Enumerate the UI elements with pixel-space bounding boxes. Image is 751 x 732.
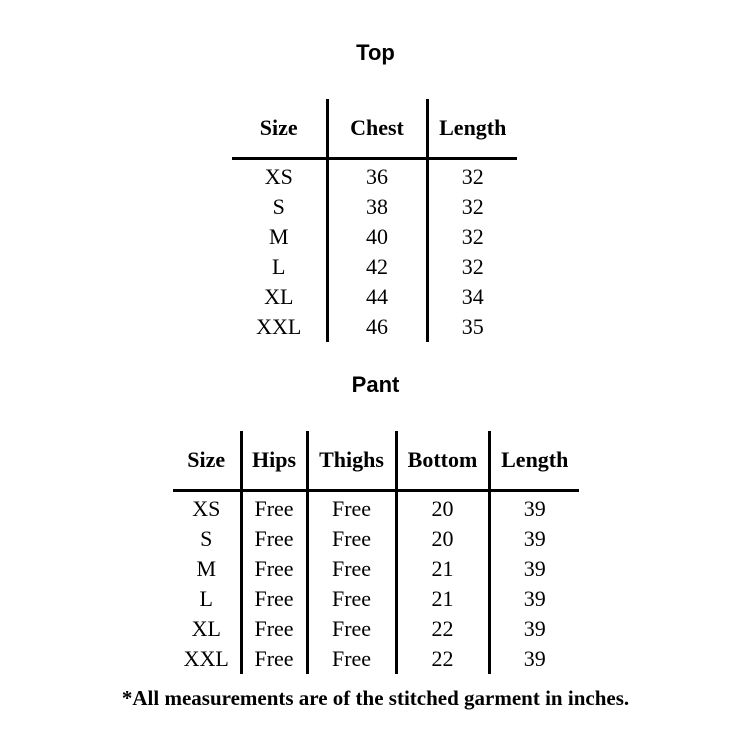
pant-cell-hips: Free (241, 584, 307, 614)
pant-header-length: Length (489, 431, 579, 491)
pant-cell-hips: Free (241, 491, 307, 525)
pant-cell-size: M (196, 556, 217, 581)
pant-cell-hips: Free (241, 524, 307, 554)
pant-cell-length: 39 (489, 554, 579, 584)
table-row (173, 524, 579, 554)
pant-header-size: Size (173, 431, 241, 491)
pant-cell-length: 39 (489, 491, 579, 525)
table-row (173, 491, 579, 525)
pant-cell-hips: Free (241, 644, 307, 674)
top-cell-size: XL (264, 284, 294, 309)
top-cell-size: L (272, 254, 286, 279)
measurement-footnote: *All measurements are of the stitched garment in inches. (121, 686, 630, 710)
top-cell-chest: 40 (327, 222, 427, 252)
pant-cell-size: S (200, 526, 213, 551)
top-header-size: Size (232, 99, 327, 159)
table-row (232, 282, 517, 312)
pant-cell-bottom: 21 (396, 584, 489, 614)
table-row (232, 192, 517, 222)
top-header-length: Length (427, 99, 517, 159)
pant-header-bottom: Bottom (396, 431, 489, 491)
pant-cell-thighs: Free (307, 614, 396, 644)
pant-cell-length: 39 (489, 524, 579, 554)
top-cell-chest: 44 (327, 282, 427, 312)
pant-cell-bottom: 21 (396, 554, 489, 584)
pant-cell-size: XS (192, 496, 221, 521)
pant-header-thighs: Thighs (307, 431, 396, 491)
top-cell-length: 34 (427, 282, 517, 312)
top-cell-size: M (268, 224, 289, 249)
top-cell-size: XS (264, 164, 293, 189)
pant-cell-hips: Free (241, 614, 307, 644)
pant-cell-thighs: Free (307, 584, 396, 614)
pant-cell-hips: Free (241, 554, 307, 584)
pant-cell-size: L (199, 586, 213, 611)
top-cell-chest: 38 (327, 192, 427, 222)
pant-cell-bottom: 22 (396, 614, 489, 644)
pant-cell-length: 39 (489, 644, 579, 674)
top-size-table (232, 99, 517, 342)
top-header-chest: Chest (327, 99, 427, 159)
pant-cell-length: 39 (489, 614, 579, 644)
pant-size-table (173, 431, 579, 674)
table-row (173, 614, 579, 644)
top-cell-size: XXL (256, 314, 302, 339)
pant-cell-thighs: Free (307, 524, 396, 554)
pant-cell-bottom: 20 (396, 524, 489, 554)
pant-header-hips: Hips (241, 431, 307, 491)
pant-cell-thighs: Free (307, 491, 396, 525)
top-table-title: Top (356, 40, 395, 65)
table-row (173, 644, 579, 674)
table-row (173, 584, 579, 614)
top-cell-length: 32 (427, 192, 517, 222)
table-row (232, 222, 517, 252)
top-cell-length: 32 (427, 252, 517, 282)
top-cell-length: 32 (427, 222, 517, 252)
pant-cell-bottom: 20 (396, 491, 489, 525)
pant-cell-size: XXL (183, 646, 229, 671)
table-row (232, 312, 517, 342)
top-header-row (232, 99, 517, 159)
top-cell-length: 35 (427, 312, 517, 342)
pant-cell-thighs: Free (307, 644, 396, 674)
pant-table-title: Pant (351, 372, 400, 397)
table-row (232, 252, 517, 282)
pant-header-row (173, 431, 579, 491)
pant-cell-bottom: 22 (396, 644, 489, 674)
table-row (173, 554, 579, 584)
top-cell-length: 32 (427, 159, 517, 193)
top-cell-chest: 46 (327, 312, 427, 342)
table-row (232, 159, 517, 193)
top-cell-chest: 42 (327, 252, 427, 282)
top-cell-size: S (272, 194, 285, 219)
pant-cell-thighs: Free (307, 554, 396, 584)
pant-cell-size: XL (191, 616, 221, 641)
top-cell-chest: 36 (327, 159, 427, 193)
pant-cell-length: 39 (489, 584, 579, 614)
